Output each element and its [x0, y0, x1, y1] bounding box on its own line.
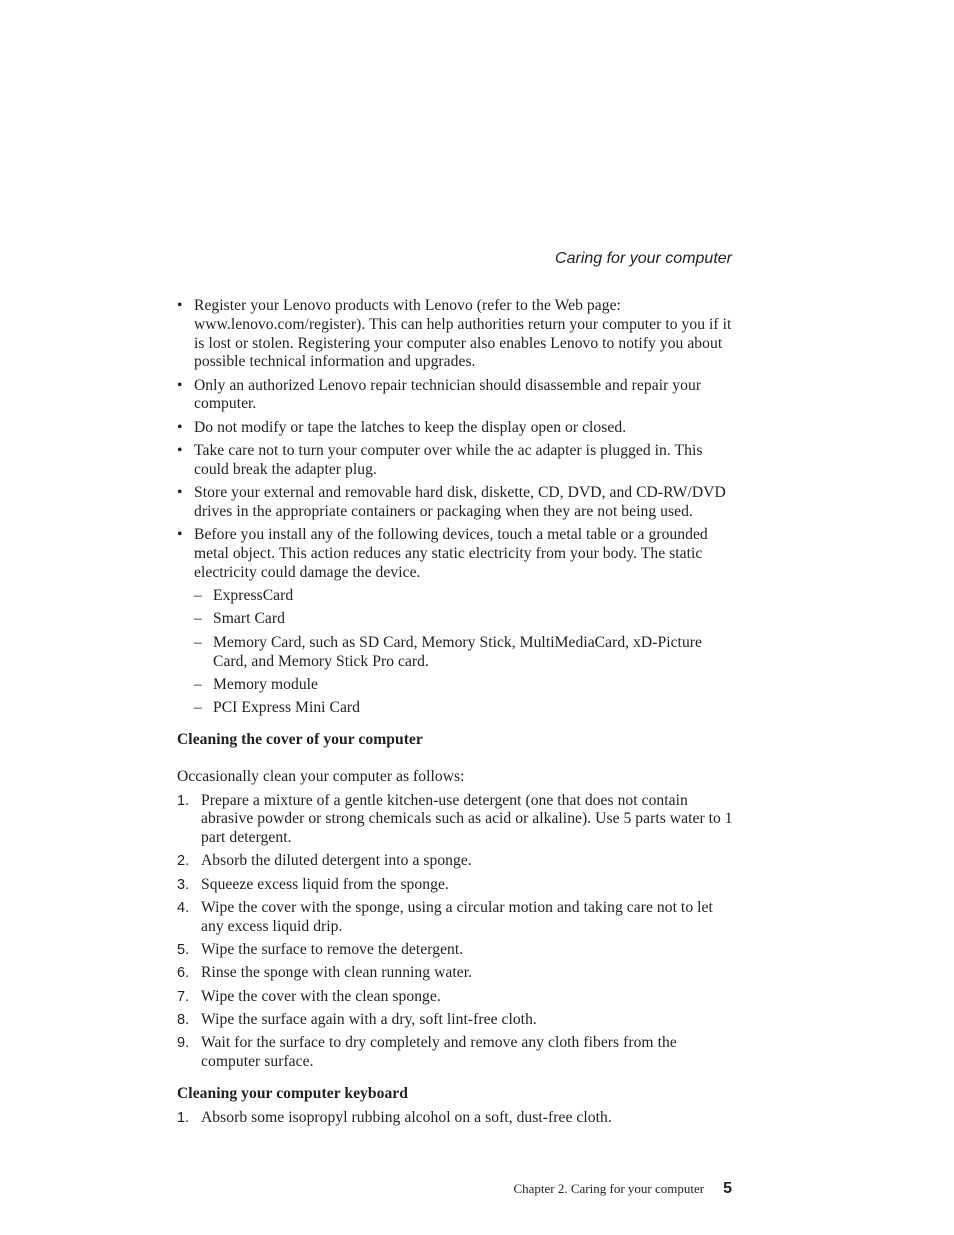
step-text: Squeeze excess liquid from the sponge.: [201, 875, 449, 893]
page-body: [177, 297, 737, 1132]
list-item: • Store your external and removable hard disk, diskette, CD, DVD, and CD-RW/DVD drives in the appropriate containers or packaging when they are not being used.: [177, 484, 737, 522]
footer-chapter: Chapter 2. Caring for your computer: [513, 1181, 705, 1196]
step-item: [177, 899, 737, 937]
step-item: [177, 1109, 737, 1128]
device-item: – Memory module: [194, 676, 737, 695]
step-text: Rinse the sponge with clean running water.: [201, 964, 473, 982]
step-item: [177, 876, 737, 895]
list-item-text: Before you install any of the following devices, touch a metal table or a grounded metal object. This action reduces any static electricity from your body. The static electricity could damage the device.: [194, 526, 708, 581]
step-number: 3.: [177, 876, 190, 893]
list-item: • Only an authorized Lenovo repair technician should disassemble and repair your computer.: [177, 377, 737, 415]
devices-list: [194, 587, 737, 718]
step-text: Wipe the cover with the clean sponge.: [201, 987, 441, 1005]
step-text: Prepare a mixture of a gentle kitchen-use detergent (one that does not contain abrasive powder or strong chemicals such as acid or alkaline). Use 5 parts water to 1 part detergent.: [201, 791, 733, 847]
device-item: – Smart Card: [194, 610, 737, 629]
page-footer: [513, 1180, 732, 1198]
list-item: • Register your Lenovo products with Lenovo (refer to the Web page: www.lenovo.com/register). This can help authorities return your computer to you if it is lost or stolen. Registering your computer also enables Lenovo to notify you about possible technical information and upgrades.: [177, 297, 737, 372]
list-item: [177, 526, 737, 718]
step-number: 5.: [177, 942, 190, 959]
device-item: – ExpressCard: [194, 587, 737, 606]
step-number: 1.: [177, 792, 190, 809]
list-item: • Take care not to turn your computer over while the ac adapter is plugged in. This could break the adapter plug.: [177, 442, 737, 480]
step-text: Wipe the surface to remove the detergent.: [201, 941, 464, 959]
step-item: [177, 852, 737, 871]
step-number: 1.: [177, 1109, 190, 1126]
step-number: 7.: [177, 988, 190, 1005]
device-item: – Memory Card, such as SD Card, Memory Stick, MultiMediaCard, xD-Picture Card, and Memory Stick Pro card.: [194, 634, 737, 672]
cover-steps-list: [177, 792, 737, 1072]
step-text: Wipe the surface again with a dry, soft lint-free cloth.: [201, 1011, 537, 1028]
step-item: [177, 964, 737, 983]
running-header: Caring for your computer: [555, 250, 732, 267]
step-text: Wipe the cover with the sponge, using a circular motion and taking care not to let any excess liquid drip.: [201, 899, 713, 935]
section-intro: Occasionally clean your computer as follows:: [177, 768, 465, 786]
list-item: • Do not modify or tape the latches to keep the display open or closed.: [177, 419, 737, 438]
step-text: Absorb the diluted detergent into a sponge.: [201, 852, 472, 870]
section-heading-keyboard: Cleaning your computer keyboard: [177, 1085, 408, 1103]
step-number: 4.: [177, 900, 190, 917]
step-text: Absorb some isopropyl rubbing alcohol on a soft, dust-free cloth.: [201, 1108, 612, 1126]
step-item: [177, 1034, 737, 1072]
step-item: [177, 988, 737, 1007]
page-number: 5: [723, 1180, 732, 1197]
keyboard-steps-list: [177, 1109, 737, 1128]
precautions-list: [177, 297, 737, 718]
step-item: [177, 1011, 737, 1030]
step-item: [177, 792, 737, 848]
section-heading-cover: Cleaning the cover of your computer: [177, 731, 423, 749]
step-number: 2.: [177, 853, 190, 870]
step-text: Wait for the surface to dry completely and remove any cloth fibers from the computer surface.: [201, 1034, 677, 1071]
step-item: [177, 941, 737, 960]
step-number: 6.: [177, 965, 190, 982]
device-item: – PCI Express Mini Card: [194, 699, 737, 718]
step-number: 8.: [177, 1012, 190, 1028]
step-number: 9.: [177, 1035, 190, 1052]
